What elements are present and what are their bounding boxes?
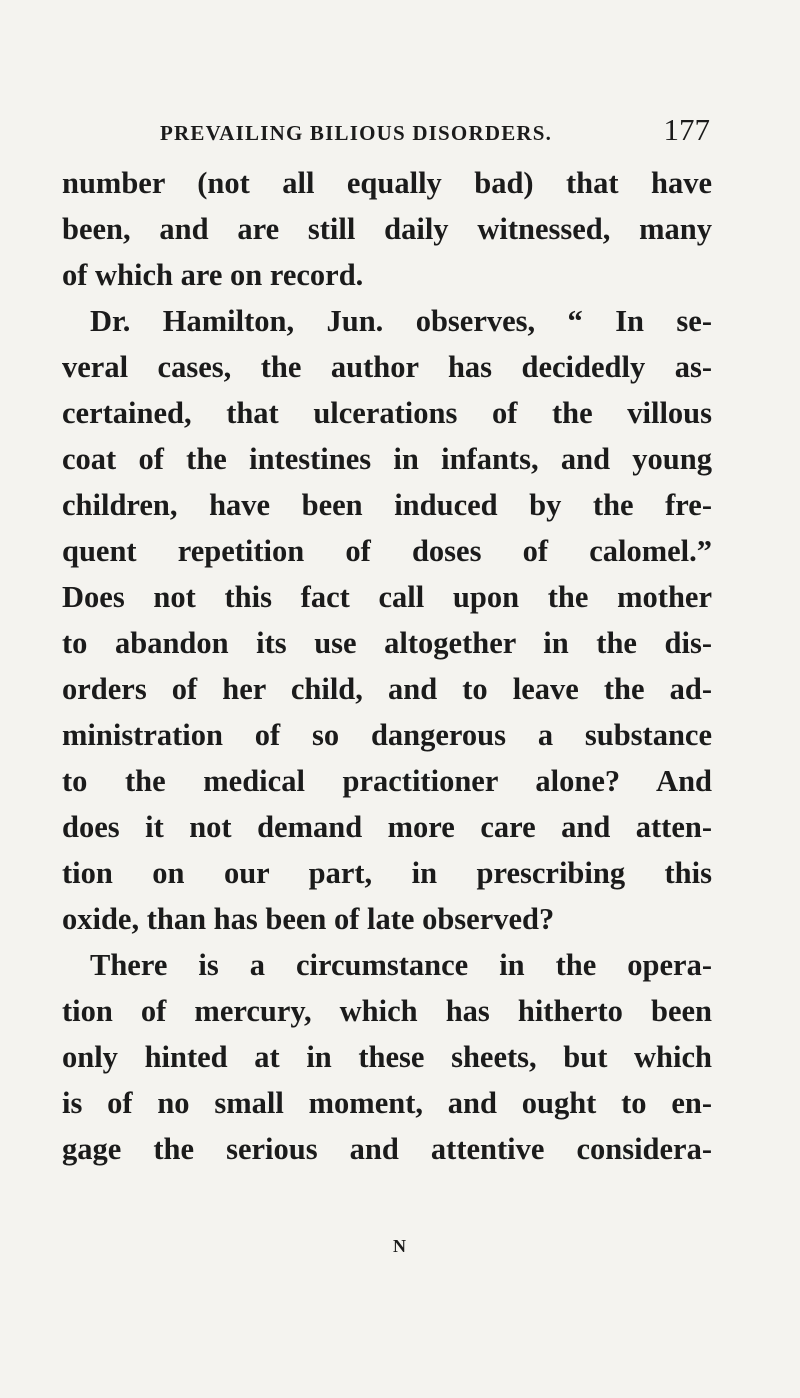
text-line: gage the serious and attentive considera-: [62, 1132, 712, 1166]
page-number: 177: [663, 112, 710, 147]
text-line: quent repetition of doses of calomel.”: [62, 534, 712, 568]
text-line: certained, that ulcerations of the villous: [62, 396, 712, 430]
text-line: Dr. Hamilton, Jun. observes, “ In se-: [90, 304, 712, 338]
text-line: coat of the intestines in infants, and young: [62, 442, 712, 476]
text-line: number (not all equally bad) that have: [62, 166, 712, 200]
text-line: There is a circumstance in the opera-: [90, 948, 712, 982]
signature-mark: N: [393, 1236, 407, 1256]
text-line: Does not this fact call upon the mother: [62, 580, 712, 614]
text-line: orders of her child, and to leave the ad-: [62, 672, 712, 706]
text-line: tion on our part, in prescribing this: [62, 856, 712, 890]
text-line: tion of mercury, which has hitherto been: [62, 994, 712, 1028]
text-line: to the medical practitioner alone? And: [62, 764, 712, 798]
text-line: veral cases, the author has decidedly as-: [62, 350, 712, 384]
text-line: oxide, than has been of late observed?: [62, 902, 555, 936]
text-line: ministration of so dangerous a substance: [62, 718, 712, 752]
body-text: [62, 160, 712, 1172]
text-line: children, have been induced by the fre-: [62, 488, 712, 522]
running-title: PREVAILING BILIOUS DISORDERS.: [160, 121, 553, 145]
text-line: does it not demand more care and atten-: [62, 810, 712, 844]
text-line: been, and are still daily witnessed, many: [62, 212, 712, 246]
page-header: [160, 108, 710, 148]
text-line: only hinted at in these sheets, but which: [62, 1040, 712, 1074]
text-line: of which are on record.: [62, 258, 364, 292]
text-line: to abandon its use altogether in the dis-: [62, 626, 712, 660]
text-line: is of no small moment, and ought to en-: [62, 1086, 712, 1120]
